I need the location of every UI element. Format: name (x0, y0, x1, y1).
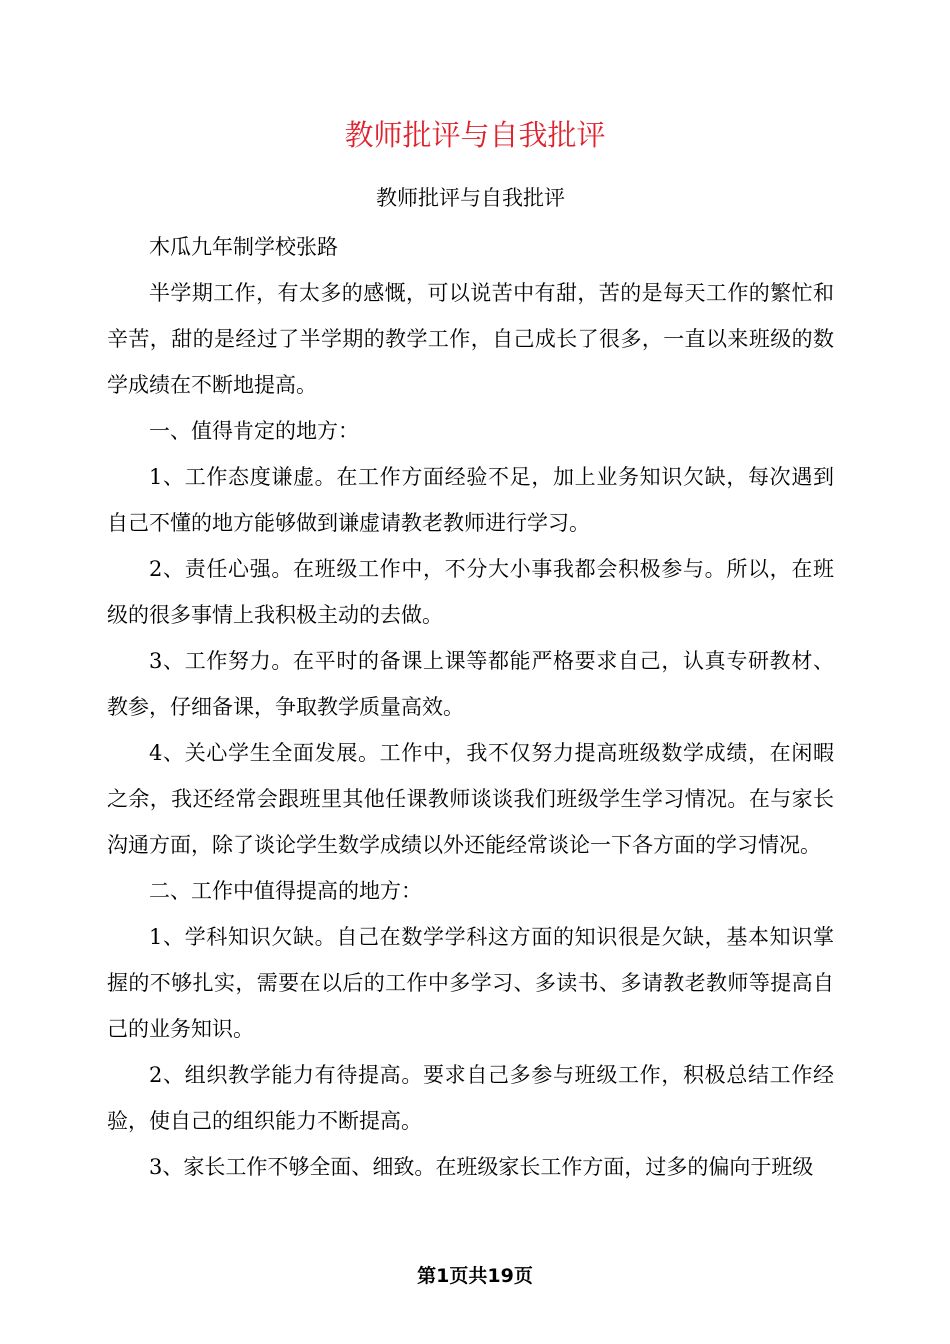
document-title: 教师批评与自我批评 (344, 118, 606, 152)
author-line: 木瓜九年制学校张路 (149, 235, 338, 259)
document-subtitle: 教师批评与自我批评 (376, 186, 565, 210)
paragraph-improvement-1: 1、学科知识欠缺。自己在数学学科这方面的知识很是欠缺，基本知识掌握的不够扎实，需要在以后的工作中多学习、多读书、多请教老教师等提高自己的业务知识。 (107, 925, 834, 1041)
paragraph-strength-2: 2、责任心强。在班级工作中，不分大小事我都会积极参与。所以，在班级的很多事情上我积极主动的去做。 (107, 557, 834, 627)
paragraph-strength-3: 3、工作努力。在平时的备课上课等都能严格要求自己，认真专研教材、教参，仔细备课，争取教学质量高效。 (107, 649, 834, 719)
paragraph-improvement-2: 2、组织教学能力有待提高。要求自己多参与班级工作，积极总结工作经验，使自己的组织能力不断提高。 (107, 1063, 834, 1133)
paragraph-intro: 半学期工作，有太多的感慨，可以说苦中有甜，苦的是每天工作的繁忙和辛苦，甜的是经过了半学期的教学工作，自己成长了很多，一直以来班级的数学成绩在不断地提高。 (107, 281, 834, 397)
section-heading-strengths: 一、值得肯定的地方： (149, 419, 359, 443)
paragraph-improvement-3: 3、家长工作不够全面、细致。在班级家长工作方面，过多的偏向于班级 (149, 1155, 814, 1179)
paragraph-strength-4: 4、关心学生全面发展。工作中，我不仅努力提高班级数学成绩，在闲暇之余，我还经常会跟班里其他任课教师谈谈我们班级学生学习情况。在与家长沟通方面，除了谈论学生数学成绩以外还能经常谈论一下各方面的学习情况。 (107, 741, 834, 857)
section-heading-improvements: 二、工作中值得提高的地方： (149, 879, 422, 903)
document-body (107, 178, 834, 1190)
paragraph-strength-1: 1、工作态度谦虚。在工作方面经验不足，加上业务知识欠缺，每次遇到自己不懂的地方能够做到谦虚请教老教师进行学习。 (107, 465, 834, 535)
page-number: 第1页共19页 (417, 1265, 533, 1287)
